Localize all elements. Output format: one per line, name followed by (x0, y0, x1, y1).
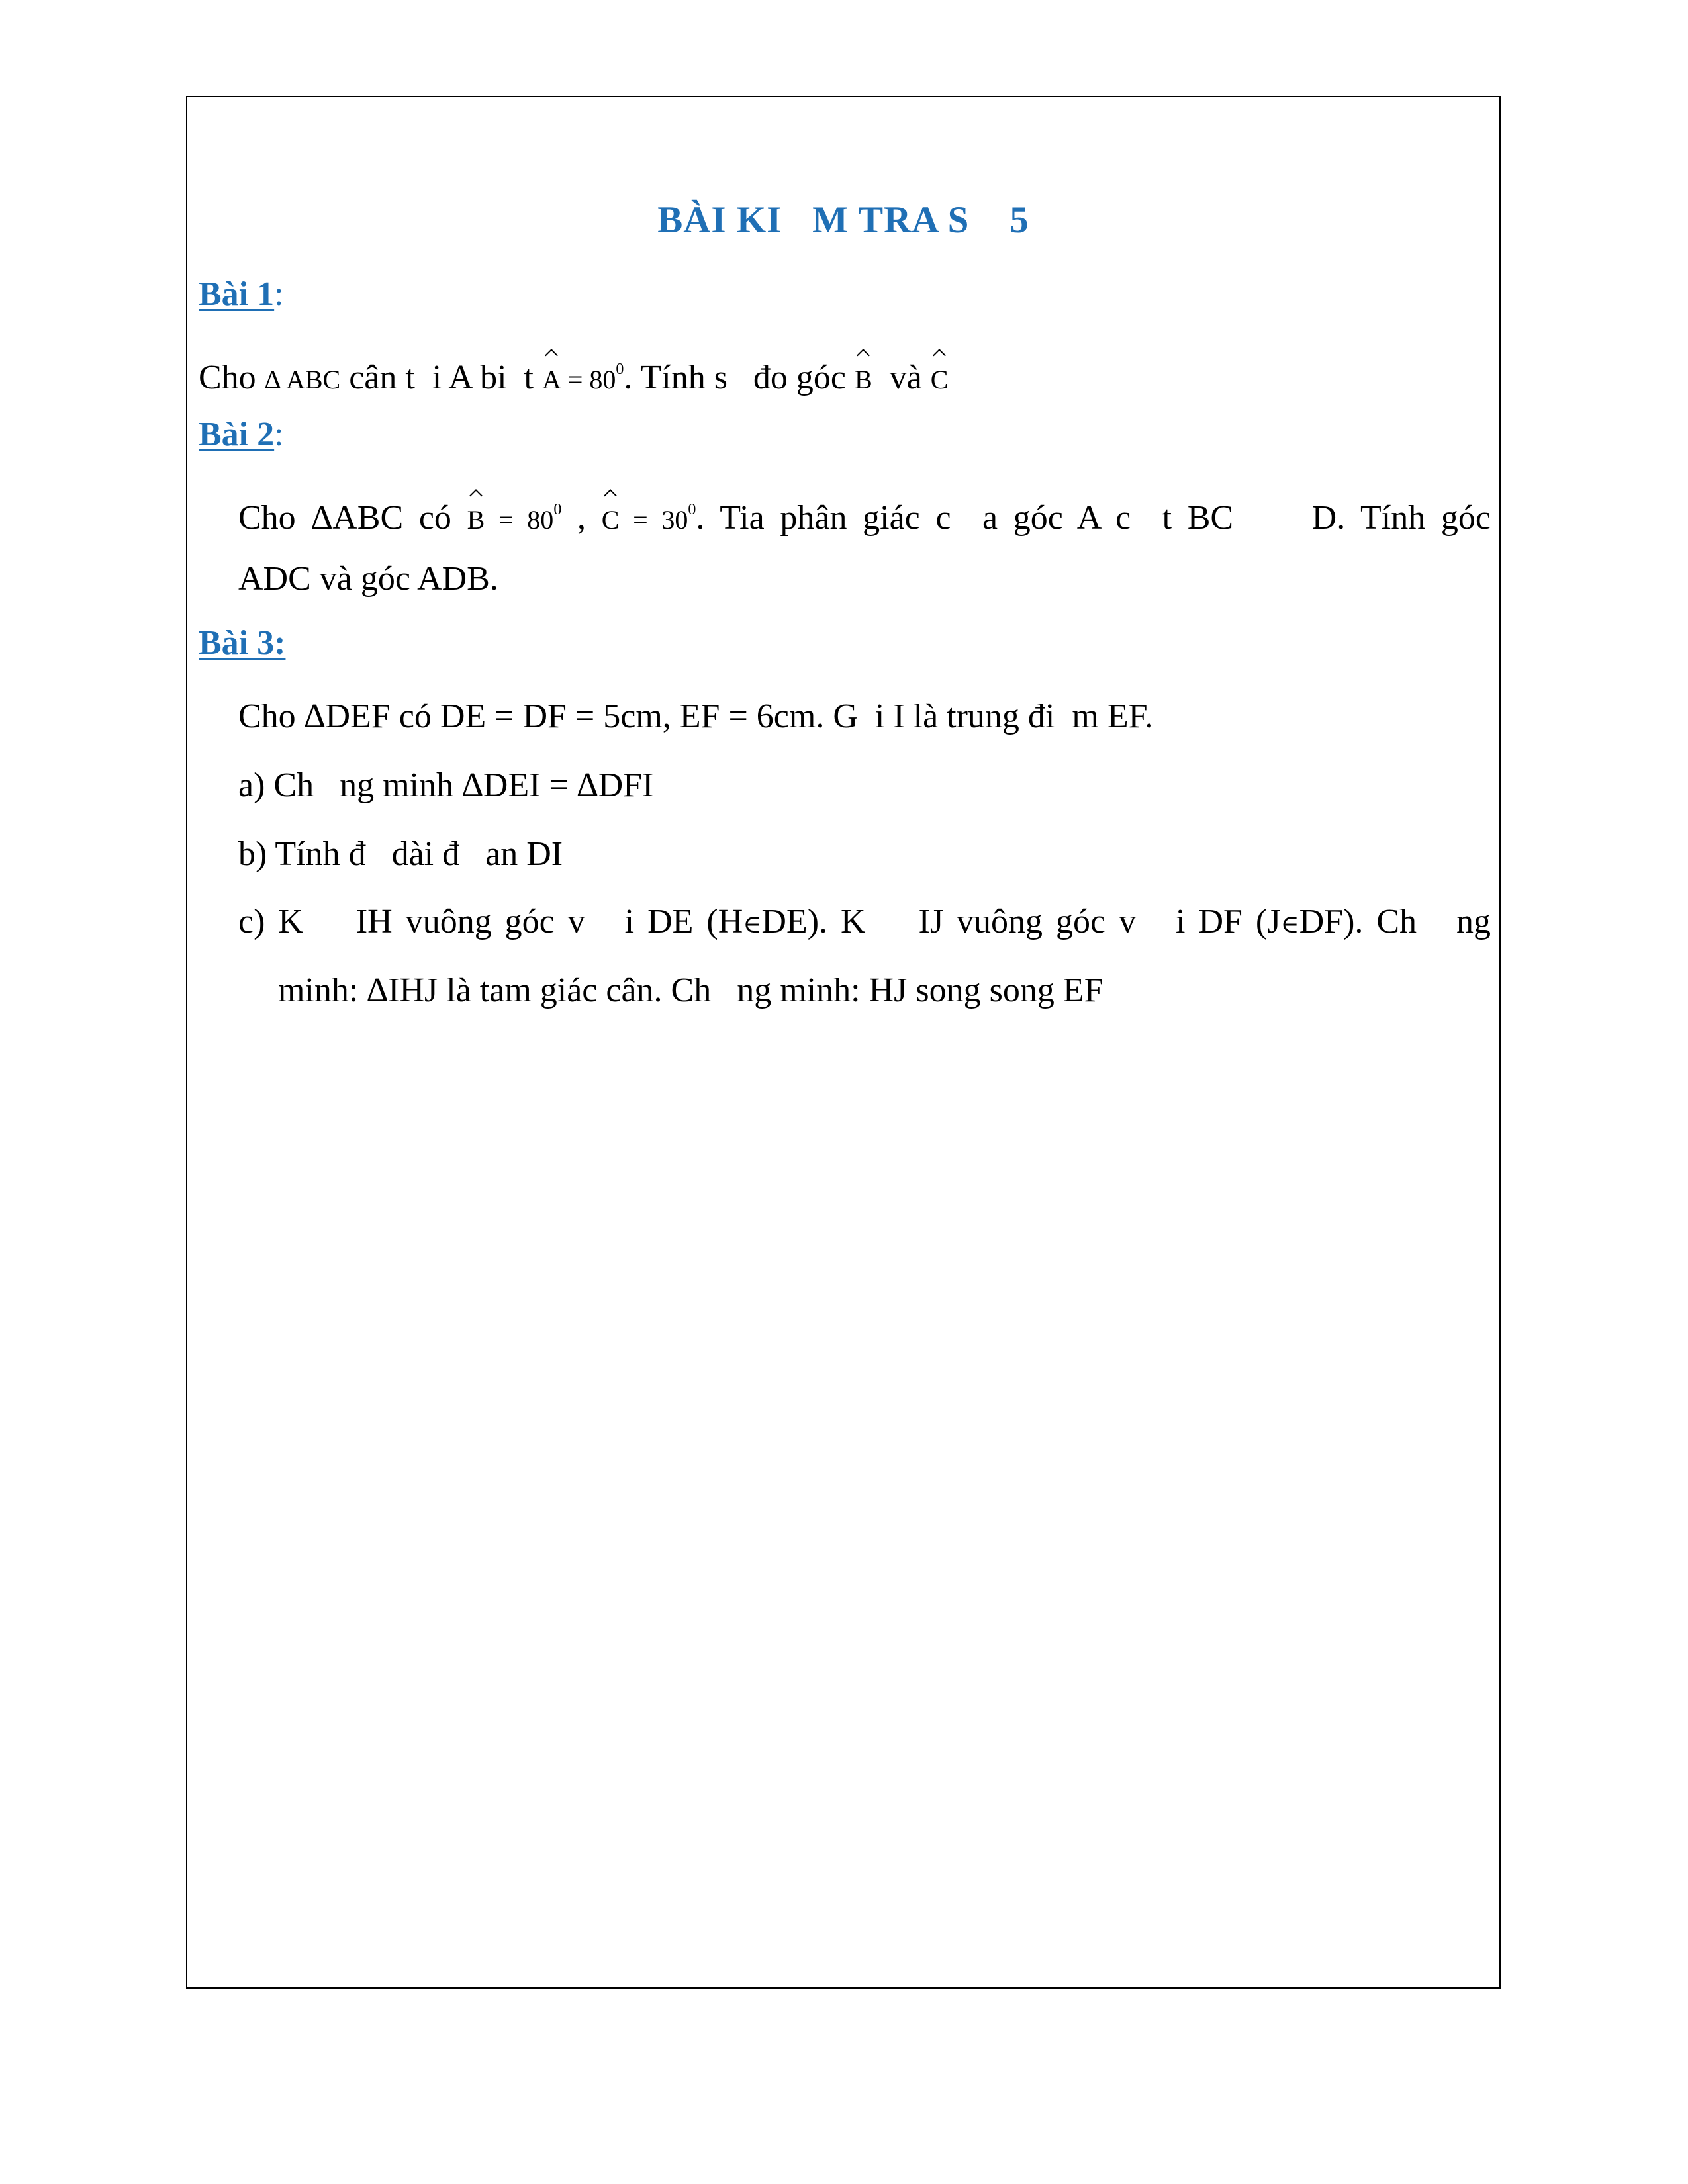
bai2-degree-b: 0 (553, 501, 562, 518)
bai2-text-2: . Tia phân giác c a góc A c t BC D. Tính góc (696, 499, 1491, 537)
bai3-c-text-2: DE). K IJ vuông góc v i DF (J (761, 903, 1281, 940)
bai1-degree-mark: 0 (616, 361, 624, 378)
bai2-line-2: ADC và góc ADB. (238, 560, 498, 598)
bai2-angle-c: C (602, 500, 620, 540)
bai3-c-text-3: DF). Ch ng (1299, 903, 1491, 940)
page-title: BÀI KI M TRA S 5 (657, 199, 1029, 241)
bai3-heading (199, 623, 285, 662)
element-of-symbol: ∈ (743, 911, 762, 938)
bai2-angle-c-value: = 30 (619, 505, 688, 535)
bai2-separator: , (561, 499, 602, 537)
bai1-text-2: cân t i A bi t (340, 359, 542, 396)
bai2-angle-b: B (467, 500, 485, 540)
bai1-heading-label: Bài 1 (199, 275, 275, 313)
bai1-angle-a: A (542, 360, 561, 400)
bai2-text-1: Cho ∆ABC có (238, 499, 467, 537)
bai1-triangle-abc: ∆ ABC (264, 365, 341, 394)
bai1-problem (199, 349, 948, 400)
bai1-angle-b: B (855, 360, 872, 400)
bai3-intro: Cho ∆DEF có DE = DF = 5cm, EF = 6cm. G i I là trung đi m EF. (238, 698, 1154, 735)
bai1-text-4: và (872, 359, 931, 396)
bai1-heading (199, 275, 284, 314)
bai3-part-b: b) Tính đ dài đ an DI (238, 835, 563, 873)
bai2-angle-b-value: = 80 (485, 505, 554, 535)
bai2-heading-colon: : (274, 416, 284, 453)
bai3-part-c-line-1 (238, 902, 1491, 944)
bai2-degree-c: 0 (688, 501, 696, 518)
bai1-angle-a-value: = 80 (561, 365, 616, 394)
bai1-heading-colon: : (274, 275, 284, 313)
bai2-heading (199, 415, 284, 454)
bai3-part-a: a) Ch ng minh ∆DEI = ∆DFI (238, 766, 654, 804)
bai3-c-text-1: c) K IH vuông góc v i DE (H (238, 903, 743, 940)
bai3-part-c-line-2: minh: ∆IHJ là tam giác cân. Ch ng minh: HJ song song EF (278, 972, 1103, 1009)
bai1-angle-c: C (931, 360, 949, 400)
bai3-heading-label: Bài 3: (199, 624, 286, 662)
bai1-text-3: . Tính s đo góc (624, 359, 855, 396)
bai1-text-1: Cho (199, 359, 265, 396)
bai2-heading-label: Bài 2 (199, 416, 275, 453)
element-of-symbol: ∈ (1280, 911, 1299, 938)
bai2-line-1 (238, 490, 1491, 540)
